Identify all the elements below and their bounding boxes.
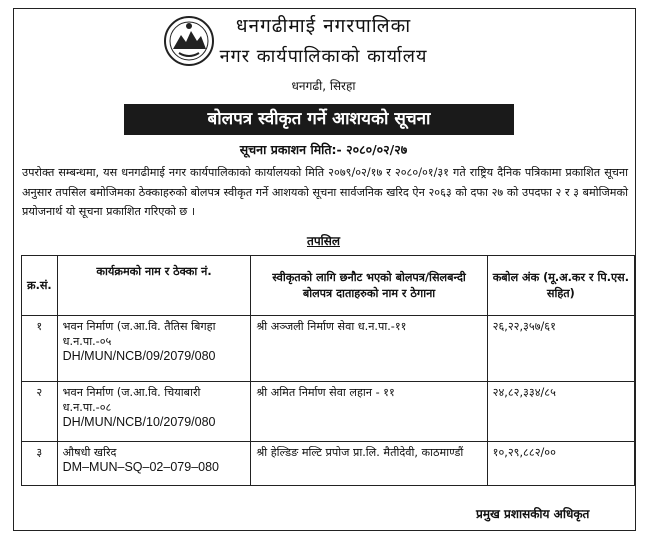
contract-number: DH/MUN/NCB/09/2079/080: [62, 349, 216, 363]
program-name: भवन निर्माण (ज.आ.वि. तैतिस बिगहा ध.न.पा.-०५: [62, 320, 216, 348]
header-program: कार्यक्रमको नाम र ठेक्का नं.: [57, 256, 251, 316]
intro-paragraph: उपरोक्त सम्बन्धमा, यस धनगढीमाई नगर कार्यपालिकाको कार्यालयको मिति २०७९/०२/१७ र २०८०/०१/३१ गते राष्ट्रिय दैनिक पत्रिकामा प्रकाशित सूचना अनुसार तपसिल बमोजिमका ठेक्काहरुको बोलपत्र स्वीकृत गर्ने आशयको सूचना सार्वजनिक खरिद ऐन २०६३ को दफा २७ को उपदफा २ र ३ बमोजिमको प्रयोजनार्थ यो सूचना प्रकाशित गरिएको छ ।: [22, 166, 628, 218]
row-bidder: श्री अञ्जली निर्माण सेवा ध.न.पा.-११: [251, 316, 487, 382]
publication-date: सूचना प्रकाशन मिति:- २०८०/०२/२७: [239, 142, 408, 157]
office-location: धनगढी, सिरहा: [291, 79, 356, 93]
program-name: भवन निर्माण (ज.आ.वि. चियाबारी ध.न.पा.-०८: [62, 386, 201, 414]
row-bidder: श्री अमित निर्माण सेवा लहान - ११: [251, 382, 487, 442]
notice-banner: बोलपत्र स्वीकृत गर्ने आशयको सूचना: [124, 104, 514, 135]
row-amount: १०,२९,८८२/००: [487, 442, 634, 486]
header-sn: क्र.सं.: [22, 256, 58, 316]
row-program: [57, 316, 251, 382]
row-program: [57, 382, 251, 442]
row-sn: २: [22, 382, 58, 442]
office-title: नगर कार्यपालिकाको कार्यालय: [219, 46, 428, 67]
table-row: [22, 382, 635, 442]
contract-number: DM–MUN–SQ–02–079–080: [62, 460, 219, 474]
table-header-row: [22, 256, 635, 316]
table-row: [22, 442, 635, 486]
municipality-title: धनगढीमाई नगरपालिका: [235, 15, 412, 37]
row-sn: १: [22, 316, 58, 382]
row-bidder: श्री हेल्डिङ मल्टि प्रपोज प्रा.लि. मैतीदेवी, काठमाण्डौं: [251, 442, 487, 486]
row-sn: ३: [22, 442, 58, 486]
row-amount: २४,८२,३३४/८५: [487, 382, 634, 442]
contract-number: DH/MUN/NCB/10/2079/080: [62, 415, 216, 429]
program-name: औषधी खरिद: [62, 446, 117, 459]
header-bidder: स्वीकृतको लागि छनौट भएको बोलपत्र/सिलबन्दी बोलपत्र दाताहरुको नाम र ठेगाना: [251, 256, 487, 316]
contracts-table: [21, 255, 635, 486]
signatory-title: प्रमुख प्रशासकीय अधिकृत: [476, 507, 590, 521]
row-program: [57, 442, 251, 486]
schedule-heading: तपसिल: [306, 234, 340, 248]
header-amount: कबोल अंक (मू.अ.कर र पि.एस. सहित): [487, 256, 634, 316]
table-row: [22, 316, 635, 382]
row-amount: २६,२२,३५७/६१: [487, 316, 634, 382]
